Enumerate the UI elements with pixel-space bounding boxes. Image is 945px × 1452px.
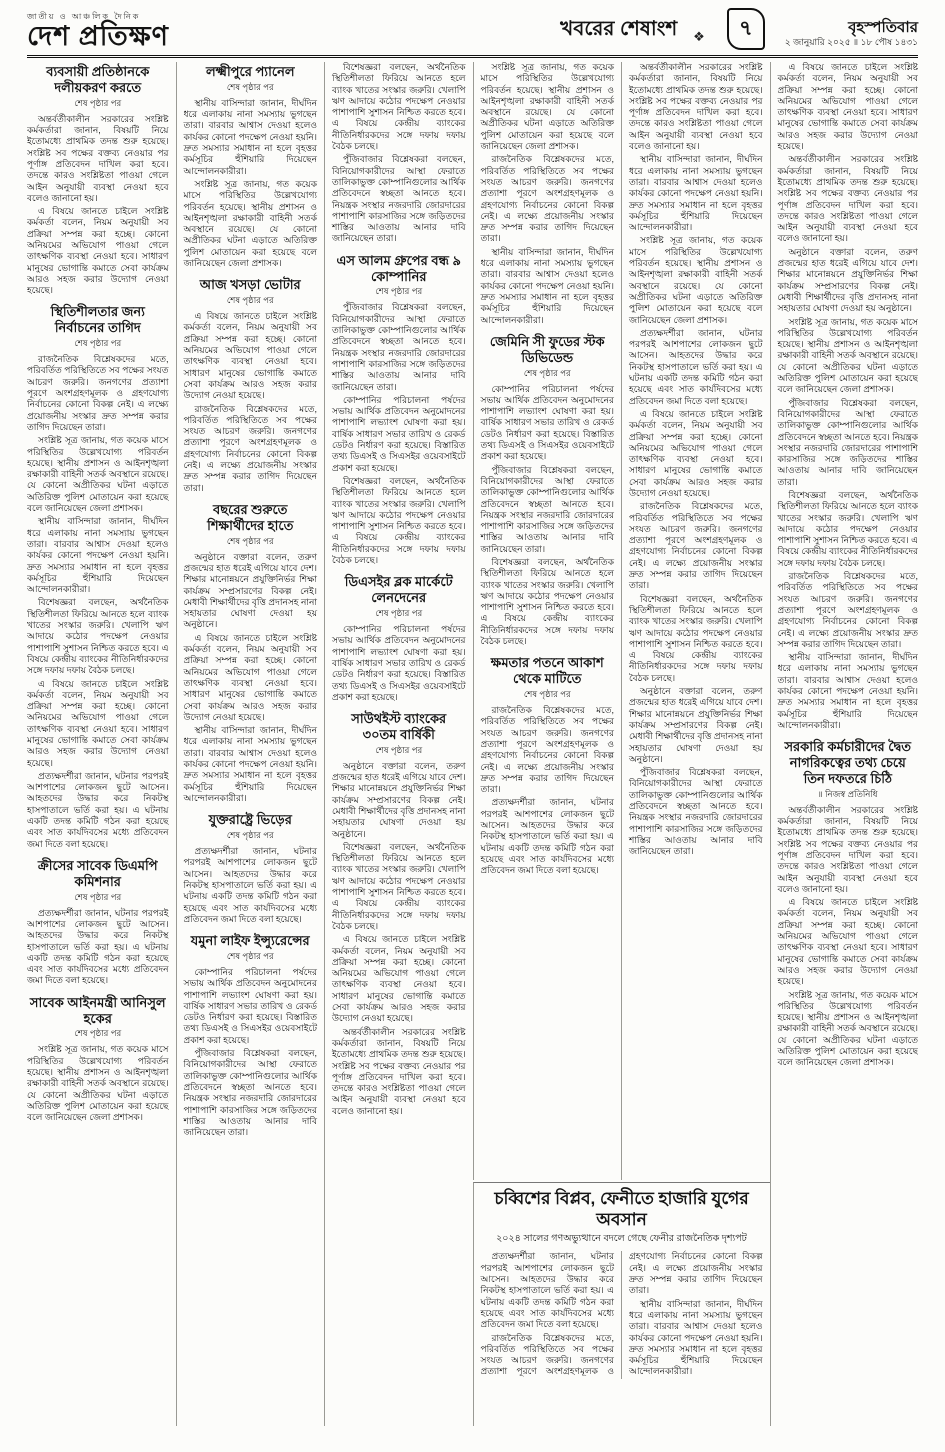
- article-byline: শেষ পৃষ্ঠার পর: [74, 891, 122, 902]
- article-paragraph: রাজনৈতিক বিশ্লেষকদের মতে, পরিবর্তিত পরিস্থিতিতে সব পক্ষের সংযত আচরণ জরুরি। জনগণের প্রত্যাশা পূরণে অংশগ্রহণমূলক ও গ্রহণযোগ্য নির্বাচনের কোনো বিকল্প নেই। এ লক্ষ্যে প্রয়োজনীয় সংস্কার দ্রুত সম্পন্ন করার তাগিদ দিয়েছেন তারা।: [183, 403, 317, 493]
- article-headline: এস আলম গ্রুপের বন্ধ ৯ কোম্পানির: [336, 252, 461, 284]
- article-headline: ডিএসইর ব্লক মার্কেটে লেনদেনের: [344, 574, 453, 606]
- article-byline: শেষ পৃষ্ঠার পর: [74, 338, 122, 349]
- article: [184, 277, 318, 494]
- article: [184, 64, 318, 269]
- article-byline: শেষ পৃষ্ঠার পর: [375, 744, 423, 755]
- article-headline: জেমিনি সী ফুডের স্টক ডিভিডেন্ড: [489, 333, 605, 365]
- article-paragraph: কোম্পানির পরিচালনা পর্ষদের সভায় আর্থিক প্রতিবেদন অনুমোদনের পাশাপাশি লভ্যাংশ ঘোষণা করা হয়। বার্ষিক সাধারণ সভার তারিখ ও রেকর্ড ডেটও নির্ধারণ করা হয়েছে। বিস্তারিত তথ্য ডিএসই ও সিএসইর ওয়েবসাইটে প্রকাশ করা হয়েছে।: [480, 383, 614, 462]
- article-paragraph: বিশেষজ্ঞরা বলছেন, অর্থনৈতিক স্থিতিশীলতা ফিরিয়ে আনতে হলে ব্যাংক খাতের সংস্কার জরুরি। খেলাপি ঋণ আদায়ে কঠোর পদক্ষেপ নেওয়ার পাশাপাশি সুশাসন নিশ্চিত করতে হবে। এ বিষয়ে কেন্দ্রীয় ব্যাংকের নীতিনির্ধারকদের সঙ্গে দফায় দফায় বৈঠক চলছে।: [629, 593, 763, 683]
- article-paragraph: এ বিষয়ে জানতে চাইলে সংশ্লিষ্ট কর্মকর্তা বলেন, নিয়ম অনুযায়ী সব প্রক্রিয়া সম্পন্ন করা হচ্ছে। কোনো অনিয়মের অভিযোগ পাওয়া গেলে তাৎক্ষণিক ব্যবস্থা নেওয়া হবে। সাধারণ মানুষের ভোগান্তি কমাতে সেবা কার্যক্রম আরও সহজ করার উদ্যোগ নেওয়া হয়েছে।: [183, 632, 317, 722]
- article-paragraph: বিশেষজ্ঞরা বলছেন, অর্থনৈতিক স্থিতিশীলতা ফিরিয়ে আনতে হলে ব্যাংক খাতের সংস্কার জরুরি। খেলাপি ঋণ আদায়ে কঠোর পদক্ষেপ নেওয়ার পাশাপাশি সুশাসন নিশ্চিত করতে হবে। এ বিষয়ে কেন্দ্রীয় ব্যাংকের নীতিনির্ধারকদের সঙ্গে দফায় দফায় বৈঠক চলছে।: [332, 62, 466, 152]
- article-paragraph: অন্তর্বর্তীকালীন সরকারের সংশ্লিষ্ট কর্মকর্তারা জানান, বিষয়টি নিয়ে ইতোমধ্যে প্রাথমিক তদন্ত শুরু হয়েছে। সংশ্লিষ্ট সব পক্ষের বক্তব্য নেওয়ার পর পূর্ণাঙ্গ প্রতিবেদন দাখিল করা হবে। তদন্তে কারও সংশ্লিষ্টতা পাওয়া গেলে আইন অনুযায়ী ব্যবস্থা নেওয়া হবে বলেও জানানো হয়।: [27, 113, 169, 203]
- article-byline: শেষ পৃষ্ঠার পর: [523, 689, 571, 700]
- article-paragraph: প্রত্যক্ষদর্শীরা জানান, ঘটনার পরপরই আশপাশের লোকজন ছুটে আসেন। আহতদের উদ্ধার করে নিকটস্থ হাসপাতালে ভর্তি করা হয়। এ ঘটনায় একটি তদন্ত কমিটি গঠন করা হয়েছে এবং সাত কার্যদিবসের মধ্যে প্রতিবেদন জমা দিতে বলা হয়েছে।: [480, 797, 614, 876]
- news-col-3: [324, 62, 473, 1426]
- article: [778, 62, 919, 731]
- article-byline: শেষ পৃষ্ঠার পর: [523, 367, 571, 378]
- article-paragraph: বিশেষজ্ঞরা বলছেন, অর্থনৈতিক স্থিতিশীলতা ফিরিয়ে আনতে হলে ব্যাংক খাতের সংস্কার জরুরি। খেলাপি ঋণ আদায়ে কঠোর পদক্ষেপ নেওয়ার পাশাপাশি সুশাসন নিশ্চিত করতে হবে। এ বিষয়ে কেন্দ্রীয় ব্যাংকের নীতিনির্ধারকদের সঙ্গে দফায় দফায় বৈঠক চলছে।: [332, 841, 466, 931]
- article-byline: শেষ পৃষ্ঠার পর: [74, 1028, 122, 1039]
- article-paragraph: সংশ্লিষ্ট সূত্র জানায়, গত কয়েক মাসে পরিস্থিতির উল্লেখযোগ্য পরিবর্তন হয়েছে। স্থানীয় প্রশাসন ও আইনশৃঙ্খলা রক্ষাকারী বাহিনী সতর্ক অবস্থানে রয়েছে। যে কোনো অপ্রীতিকর ঘটনা এড়াতে অতিরিক্ত পুলিশ মোতায়েন করা হয়েছে বলে জানিয়েছেন জেলা প্রশাসক।: [777, 316, 918, 395]
- article-headline: বছরের শুরুতে শিক্ষার্থীদের হাতে: [207, 501, 294, 533]
- article-headline: যমুনা লাইফ ইন্স্যুরেন্সের: [190, 933, 310, 949]
- article-deck: ২০২৪ সালের গণঅভ্যুত্থানে বদলে গেছে ফেনীর রাজনৈতিক দৃশ্যপট: [496, 1233, 747, 1245]
- article-byline: শেষ পৃষ্ঠার পর: [226, 950, 274, 961]
- article-paragraph: অন্তর্বর্তীকালীন সরকারের সংশ্লিষ্ট কর্মকর্তারা জানান, বিষয়টি নিয়ে ইতোমধ্যে প্রাথমিক তদন্ত শুরু হয়েছে। সংশ্লিষ্ট সব পক্ষের বক্তব্য নেওয়ার পর পূর্ণাঙ্গ প্রতিবেদন দাখিল করা হবে। তদন্তে কারও সংশ্লিষ্টতা পাওয়া গেলে আইন অনুযায়ী ব্যবস্থা নেওয়া হবে বলেও জানানো হয়।: [777, 154, 918, 244]
- article: [481, 62, 615, 326]
- article: [27, 858, 169, 987]
- article-paragraph: প্রত্যক্ষদর্শীরা জানান, ঘটনার পরপরই আশপাশের লোকজন ছুটে আসেন। আহতদের উদ্ধার করে নিকটস্থ হাসপাতালে ভর্তি করা হয়। এ ঘটনায় একটি তদন্ত কমিটি গঠন করা হয়েছে এবং সাত কার্যদিবসের মধ্যে প্রতিবেদন জমা দিতে বলা হয়েছে।: [27, 907, 169, 986]
- article: [629, 62, 763, 857]
- article-paragraph: প্রত্যক্ষদর্শীরা জানান, ঘটনার পরপরই আশপাশের লোকজন ছুটে আসেন। আহতদের উদ্ধার করে নিকটস্থ হাসপাতালে ভর্তি করা হয়। এ ঘটনায় একটি তদন্ত কমিটি গঠন করা হয়েছে এবং সাত কার্যদিবসের মধ্যে প্রতিবেদন জমা দিতে বলা হয়েছে।: [629, 327, 763, 406]
- article: [332, 62, 466, 245]
- article-headline: ব্যবসায়ী প্রতিষ্ঠানকে দলীয়করণ করতে: [46, 64, 150, 95]
- article: [27, 304, 169, 849]
- article-paragraph: অন্তর্বর্তীকালীন সরকারের সংশ্লিষ্ট কর্মকর্তারা জানান, বিষয়টি নিয়ে ইতোমধ্যে প্রাথমিক তদন্ত শুরু হয়েছে। সংশ্লিষ্ট সব পক্ষের বক্তব্য নেওয়ার পর পূর্ণাঙ্গ প্রতিবেদন দাখিল করা হবে। তদন্তে কারও সংশ্লিষ্টতা পাওয়া গেলে আইন অনুযায়ী ব্যবস্থা নেওয়া হবে বলেও জানানো হয়।: [629, 62, 763, 152]
- section-title: খবরের শেষাংশ: [560, 18, 678, 40]
- article-paragraph: অন্তর্বর্তীকালীন সরকারের সংশ্লিষ্ট কর্মকর্তারা জানান, বিষয়টি নিয়ে ইতোমধ্যে প্রাথমিক তদন্ত শুরু হয়েছে। সংশ্লিষ্ট সব পক্ষের বক্তব্য নেওয়ার পর পূর্ণাঙ্গ প্রতিবেদন দাখিল করা হবে। তদন্তে কারও সংশ্লিষ্টতা পাওয়া গেলে আইন অনুযায়ী ব্যবস্থা নেওয়া হবে বলেও জানানো হয়।: [332, 1026, 466, 1116]
- article-byline: শেষ পৃষ্ঠার পর: [375, 286, 423, 297]
- columns-grid: [27, 62, 918, 1430]
- article-headline: লক্ষ্মীপুরে প্যানেল: [205, 64, 295, 79]
- article-paragraph: সংশ্লিষ্ট সূত্র জানায়, গত কয়েক মাসে পরিস্থিতির উল্লেখযোগ্য পরিবর্তন হয়েছে। স্থানীয় প্রশাসন ও আইনশৃঙ্খলা রক্ষাকারী বাহিনী সতর্ক অবস্থানে রয়েছে। যে কোনো অপ্রীতিকর ঘটনা এড়াতে অতিরিক্ত পুলিশ মোতায়েন করা হয়েছে বলে জানিয়েছেন জেলা প্রশাসক।: [629, 235, 763, 325]
- article-headline: চব্বিশের বিপ্লব, ফেনীতে হাজারি যুগের অবসান: [494, 1189, 749, 1229]
- news-col-5: [621, 62, 770, 1180]
- article-paragraph: স্থানীয় বাসিন্দারা জানান, দীর্ঘদিন ধরে এলাকায় নানা সমস্যায় ভুগছেন তারা। বারবার আশ্বাস দেওয়া হলেও কার্যকর কোনো পদক্ষেপ নেওয়া হয়নি। দ্রুত সমস্যার সমাধান না হলে বৃহত্তর কর্মসূচির হুঁশিয়ারি দিয়েছেন আন্দোলনকারীরা।: [777, 652, 918, 730]
- article-headline: ক্রীসের সাবেক ডিএমপি কমিশনার: [37, 857, 158, 889]
- article-body: [481, 1251, 763, 1378]
- article-paragraph: এ বিষয়ে জানতে চাইলে সংশ্লিষ্ট কর্মকর্তা বলেন, নিয়ম অনুযায়ী সব প্রক্রিয়া সম্পন্ন করা হচ্ছে। কোনো অনিয়মের অভিযোগ পাওয়া গেলে তাৎক্ষণিক ব্যবস্থা নেওয়া হবে। সাধারণ মানুষের ভোগান্তি কমাতে সেবা কার্যক্রম আরও সহজ করার উদ্যোগ নেওয়া হয়েছে।: [629, 408, 763, 498]
- article-paragraph: স্থানীয় বাসিন্দারা জানান, দীর্ঘদিন ধরে এলাকায় নানা সমস্যায় ভুগছেন তারা। বারবার আশ্বাস দেওয়া হলেও কার্যকর কোনো পদক্ষেপ নেওয়া হয়নি। দ্রুত সমস্যার সমাধান না হলে বৃহত্তর কর্মসূচির হুঁশিয়ারি দিয়েছেন আন্দোলনকারীরা।: [629, 1298, 763, 1377]
- article-headline: যুক্তরাষ্ট্রে ভিড়ের: [208, 812, 292, 828]
- article-paragraph: সংশ্লিষ্ট সূত্র জানায়, গত কয়েক মাসে পরিস্থিতির উল্লেখযোগ্য পরিবর্তন হয়েছে। স্থানীয় প্রশাসন ও আইনশৃঙ্খলা রক্ষাকারী বাহিনী সতর্ক অবস্থানে রয়েছে। যে কোনো অপ্রীতিকর ঘটনা এড়াতে অতিরিক্ত পুলিশ মোতায়েন করা হয়েছে বলে জানিয়েছেন জেলা প্রশাসক।: [27, 435, 169, 514]
- article: [481, 334, 615, 648]
- article-paragraph: প্রত্যক্ষদর্শীরা জানান, ঘটনার পরপরই আশপাশের লোকজন ছুটে আসেন। আহতদের উদ্ধার করে নিকটস্থ হাসপাতালে ভর্তি করা হয়। এ ঘটনায় একটি তদন্ত কমিটি গঠন করা হয়েছে এবং সাত কার্যদিবসের মধ্যে প্রতিবেদন জমা দিতে বলা হয়েছে।: [27, 770, 169, 849]
- article-headline: স্থিতিশীলতার জন্য নির্বাচনের তাগিদ: [50, 304, 145, 336]
- article: [481, 655, 615, 876]
- article-paragraph: এ বিষয়ে জানতে চাইলে সংশ্লিষ্ট কর্মকর্তা বলেন, নিয়ম অনুযায়ী সব প্রক্রিয়া সম্পন্ন করা হচ্ছে। কোনো অনিয়মের অভিযোগ পাওয়া গেলে তাৎক্ষণিক ব্যবস্থা নেওয়া হবে। সাধারণ মানুষের ভোগান্তি কমাতে সেবা কার্যক্রম আরও সহজ করার উদ্যোগ নেওয়া হয়েছে।: [777, 897, 918, 987]
- article-paragraph: পুঁজিবাজার বিশ্লেষকরা বলছেন, বিনিয়োগকারীদের আস্থা ফেরাতে তালিকাভুক্ত কোম্পানিগুলোর আর্থিক প্রতিবেদনে স্বচ্ছতা আনতে হবে। নিয়ন্ত্রক সংস্থার নজরদারি জোরদারের পাশাপাশি কারসাজির সঙ্গে জড়িতদের শাস্তির আওতায় আনার দাবি জানিয়েছেন তারা।: [480, 464, 614, 554]
- news-col-1: [27, 62, 176, 1426]
- article-paragraph: এ বিষয়ে জানতে চাইলে সংশ্লিষ্ট কর্মকর্তা বলেন, নিয়ম অনুযায়ী সব প্রক্রিয়া সম্পন্ন করা হচ্ছে। কোনো অনিয়মের অভিযোগ পাওয়া গেলে তাৎক্ষণিক ব্যবস্থা নেওয়া হবে। সাধারণ মানুষের ভোগান্তি কমাতে সেবা কার্যক্রম আরও সহজ করার উদ্যোগ নেওয়া হয়েছে।: [27, 206, 169, 296]
- article-paragraph: অনুষ্ঠানে বক্তারা বলেন, তরুণ প্রজন্মের হাত ধরেই এগিয়ে যাবে দেশ। শিক্ষার মানোন্নয়নে প্রযুক্তিনির্ভর শিক্ষা কার্যক্রম সম্প্রসারণের বিকল্প নেই। মেধাবী শিক্ষার্থীদের বৃত্তি প্রদানসহ নানা সহায়তার ঘোষণা দেওয়া হয় অনুষ্ঠানে।: [629, 686, 763, 764]
- date-block: [785, 19, 918, 50]
- page-number-badge: [727, 8, 765, 50]
- article-paragraph: স্থানীয় বাসিন্দারা জানান, দীর্ঘদিন ধরে এলাকায় নানা সমস্যায় ভুগছেন তারা। বারবার আশ্বাস দেওয়া হলেও কার্যকর কোনো পদক্ষেপ নেওয়া হয়নি। দ্রুত সমস্যার সমাধান না হলে বৃহত্তর কর্মসূচির হুঁশিয়ারি দিয়েছেন আন্দোলনকারীরা।: [27, 516, 169, 595]
- article-paragraph: স্থানীয় বাসিন্দারা জানান, দীর্ঘদিন ধরে এলাকায় নানা সমস্যায় ভুগছেন তারা। বারবার আশ্বাস দেওয়া হলেও কার্যকর কোনো পদক্ষেপ নেওয়া হয়নি। দ্রুত সমস্যার সমাধান না হলে বৃহত্তর কর্মসূচির হুঁশিয়ারি দিয়েছেন আন্দোলনকারীরা।: [183, 725, 317, 803]
- article-paragraph: কোম্পানির পরিচালনা পর্ষদের সভায় আর্থিক প্রতিবেদন অনুমোদনের পাশাপাশি লভ্যাংশ ঘোষণা করা হয়। বার্ষিক সাধারণ সভার তারিখ ও রেকর্ড ডেটও নির্ধারণ করা হয়েছে। বিস্তারিত তথ্য ডিএসই ও সিএসইর ওয়েবসাইটে প্রকাশ করা হয়েছে।: [332, 394, 466, 473]
- article-paragraph: প্রত্যক্ষদর্শীরা জানান, ঘটনার পরপরই আশপাশের লোকজন ছুটে আসেন। আহতদের উদ্ধার করে নিকটস্থ হাসপাতালে ভর্তি করা হয়। এ ঘটনায় একটি তদন্ত কমিটি গঠন করা হয়েছে এবং সাত কার্যদিবসের মধ্যে প্রতিবেদন জমা দিতে বলা হয়েছে।: [480, 1251, 614, 1330]
- article-paragraph: রাজনৈতিক বিশ্লেষকদের মতে, পরিবর্তিত পরিস্থিতিতে সব পক্ষের সংযত আচরণ জরুরি। জনগণের প্রত্যাশা পূরণে অংশগ্রহণমূলক ও গ্রহণযোগ্য নির্বাচনের কোনো বিকল্প নেই। এ লক্ষ্যে প্রয়োজনীয় সংস্কার দ্রুত সম্পন্ন করার তাগিদ দিয়েছেন তারা।: [629, 501, 763, 591]
- article-paragraph: বিশেষজ্ঞরা বলছেন, অর্থনৈতিক স্থিতিশীলতা ফিরিয়ে আনতে হলে ব্যাংক খাতের সংস্কার জরুরি। খেলাপি ঋণ আদায়ে কঠোর পদক্ষেপ নেওয়ার পাশাপাশি সুশাসন নিশ্চিত করতে হবে। এ বিষয়ে কেন্দ্রীয় ব্যাংকের নীতিনির্ধারকদের সঙ্গে দফায় দফায় বৈঠক চলছে।: [332, 475, 466, 565]
- article-byline: শেষ পৃষ্ঠার পর: [375, 608, 423, 619]
- article-paragraph: স্থানীয় বাসিন্দারা জানান, দীর্ঘদিন ধরে এলাকায় নানা সমস্যায় ভুগছেন তারা। বারবার আশ্বাস দেওয়া হলেও কার্যকর কোনো পদক্ষেপ নেওয়া হয়নি। দ্রুত সমস্যার সমাধান না হলে বৃহত্তর কর্মসূচির হুঁশিয়ারি দিয়েছেন আন্দোলনকারীরা।: [629, 154, 763, 233]
- span-article: [473, 1182, 770, 1426]
- article-paragraph: স্থানীয় বাসিন্দারা জানান, দীর্ঘদিন ধরে এলাকায় নানা সমস্যায় ভুগছেন তারা। বারবার আশ্বাস দেওয়া হলেও কার্যকর কোনো পদক্ষেপ নেওয়া হয়নি। দ্রুত সমস্যার সমাধান না হলে বৃহত্তর কর্মসূচির হুঁশিয়ারি দিয়েছেন আন্দোলনকারীরা।: [183, 97, 317, 176]
- article-paragraph: এ বিষয়ে জানতে চাইলে সংশ্লিষ্ট কর্মকর্তা বলেন, নিয়ম অনুযায়ী সব প্রক্রিয়া সম্পন্ন করা হচ্ছে। কোনো অনিয়মের অভিযোগ পাওয়া গেলে তাৎক্ষণিক ব্যবস্থা নেওয়া হবে। সাধারণ মানুষের ভোগান্তি কমাতে সেবা কার্যক্রম আরও সহজ করার উদ্যোগ নেওয়া হয়েছে।: [183, 311, 317, 401]
- article-paragraph: রাজনৈতিক বিশ্লেষকদের মতে, পরিবর্তিত পরিস্থিতিতে সব পক্ষের সংযত আচরণ জরুরি। জনগণের প্রত্যাশা পূরণে অংশগ্রহণমূলক ও গ্রহণযোগ্য নির্বাচনের কোনো বিকল্প নেই। এ লক্ষ্যে প্রয়োজনীয় সংস্কার দ্রুত সম্পন্ন করার তাগিদ দিয়েছেন তারা।: [27, 354, 169, 432]
- article: [27, 995, 169, 1124]
- article-byline: শেষ পৃষ্ঠার পর: [226, 81, 274, 92]
- article-byline: শেষ পৃষ্ঠার পর: [226, 295, 274, 306]
- article-byline: শেষ পৃষ্ঠার পর: [226, 535, 274, 546]
- article: [184, 933, 318, 1138]
- masthead: [27, 8, 918, 58]
- article-paragraph: পুঁজিবাজার বিশ্লেষকরা বলছেন, বিনিয়োগকারীদের আস্থা ফেরাতে তালিকাভুক্ত কোম্পানিগুলোর আর্থিক প্রতিবেদনে স্বচ্ছতা আনতে হবে। নিয়ন্ত্রক সংস্থার নজরদারি জোরদারের পাশাপাশি কারসাজির সঙ্গে জড়িতদের শাস্তির আওতায় আনার দাবি জানিয়েছেন তারা।: [332, 302, 466, 392]
- article-paragraph: বিশেষজ্ঞরা বলছেন, অর্থনৈতিক স্থিতিশীলতা ফিরিয়ে আনতে হলে ব্যাংক খাতের সংস্কার জরুরি। খেলাপি ঋণ আদায়ে কঠোর পদক্ষেপ নেওয়ার পাশাপাশি সুশাসন নিশ্চিত করতে হবে। এ বিষয়ে কেন্দ্রীয় ব্যাংকের নীতিনির্ধারকদের সঙ্গে দফায় দফায় বৈঠক চলছে।: [480, 557, 614, 647]
- article-paragraph: রাজনৈতিক বিশ্লেষকদের মতে, পরিবর্তিত পরিস্থিতিতে সব পক্ষের সংযত আচরণ জরুরি। জনগণের প্রত্যাশা পূরণে অংশগ্রহণমূলক ও গ্রহণযোগ্য নির্বাচনের কোনো বিকল্প নেই। এ লক্ষ্যে প্রয়োজনীয় সংস্কার দ্রুত সম্পন্ন করার তাগিদ দিয়েছেন তারা।: [777, 571, 918, 649]
- article: [184, 812, 318, 925]
- brand: [27, 13, 169, 50]
- article-paragraph: এ বিষয়ে জানতে চাইলে সংশ্লিষ্ট কর্মকর্তা বলেন, নিয়ম অনুযায়ী সব প্রক্রিয়া সম্পন্ন করা হচ্ছে। কোনো অনিয়মের অভিযোগ পাওয়া গেলে তাৎক্ষণিক ব্যবস্থা নেওয়া হবে। সাধারণ মানুষের ভোগান্তি কমাতে সেবা কার্যক্রম আরও সহজ করার উদ্যোগ নেওয়া হয়েছে।: [777, 62, 918, 152]
- article-paragraph: অনুষ্ঠানে বক্তারা বলেন, তরুণ প্রজন্মের হাত ধরেই এগিয়ে যাবে দেশ। শিক্ষার মানোন্নয়নে প্রযুক্তিনির্ভর শিক্ষা কার্যক্রম সম্প্রসারণের বিকল্প নেই। মেধাবী শিক্ষার্থীদের বৃত্তি প্রদানসহ নানা সহায়তার ঘোষণা দেওয়া হয় অনুষ্ঠানে।: [777, 246, 918, 314]
- article: [778, 739, 919, 1068]
- article-paragraph: কোম্পানির পরিচালনা পর্ষদের সভায় আর্থিক প্রতিবেদন অনুমোদনের পাশাপাশি লভ্যাংশ ঘোষণা করা হয়। বার্ষিক সাধারণ সভার তারিখ ও রেকর্ড ডেটও নির্ধারণ করা হয়েছে। বিস্তারিত তথ্য ডিএসই ও সিএসইর ওয়েবসাইটে প্রকাশ করা হয়েছে।: [183, 966, 317, 1045]
- date-line: ২ জানুয়ারি ২০২৫ ॥ ১৮ পৌষ ১৪৩১: [784, 37, 918, 48]
- article-headline: আজ খসড়া ভোটার: [199, 277, 301, 293]
- news-col-6: [770, 62, 919, 1426]
- article: [27, 64, 169, 296]
- article-headline: সাবেক আইনমন্ত্রী আনিসুল হকের: [29, 994, 166, 1026]
- article-paragraph: পুঁজিবাজার বিশ্লেষকরা বলছেন, বিনিয়োগকারীদের আস্থা ফেরাতে তালিকাভুক্ত কোম্পানিগুলোর আর্থিক প্রতিবেদনে স্বচ্ছতা আনতে হবে। নিয়ন্ত্রক সংস্থার নজরদারি জোরদারের পাশাপাশি কারসাজির সঙ্গে জড়িতদের শাস্তির আওতায় আনার দাবি জানিয়েছেন তারা।: [183, 1048, 317, 1138]
- news-col-4: [473, 62, 622, 1180]
- article-paragraph: পুঁজিবাজার বিশ্লেষকরা বলছেন, বিনিয়োগকারীদের আস্থা ফেরাতে তালিকাভুক্ত কোম্পানিগুলোর আর্থিক প্রতিবেদনে স্বচ্ছতা আনতে হবে। নিয়ন্ত্রক সংস্থার নজরদারি জোরদারের পাশাপাশি কারসাজির সঙ্গে জড়িতদের শাস্তির আওতায় আনার দাবি জানিয়েছেন তারা।: [332, 154, 466, 244]
- article-paragraph: রাজনৈতিক বিশ্লেষকদের মতে, পরিবর্তিত পরিস্থিতিতে সব পক্ষের সংযত আচরণ জরুরি। জনগণের প্রত্যাশা পূরণে অংশগ্রহণমূলক ও গ্রহণযোগ্য নির্বাচনের কোনো বিকল্প নেই। এ লক্ষ্যে প্রয়োজনীয় সংস্কার দ্রুত সম্পন্ন করার তাগিদ দিয়েছেন তারা।: [480, 154, 614, 244]
- article-headline: সাউথইস্ট ব্যাংকের ৩০তম বার্ষিকী: [351, 711, 447, 742]
- article-byline: ॥ নিজস্ব প্রতিনিধি: [817, 788, 878, 799]
- article: [184, 502, 318, 804]
- article-paragraph: পুঁজিবাজার বিশ্লেষকরা বলছেন, বিনিয়োগকারীদের আস্থা ফেরাতে তালিকাভুক্ত কোম্পানিগুলোর আর্থিক প্রতিবেদনে স্বচ্ছতা আনতে হবে। নিয়ন্ত্রক সংস্থার নজরদারি জোরদারের পাশাপাশি কারসাজির সঙ্গে জড়িতদের শাস্তির আওতায় আনার দাবি জানিয়েছেন তারা।: [629, 767, 763, 857]
- article-paragraph: সংশ্লিষ্ট সূত্র জানায়, গত কয়েক মাসে পরিস্থিতির উল্লেখযোগ্য পরিবর্তন হয়েছে। স্থানীয় প্রশাসন ও আইনশৃঙ্খলা রক্ষাকারী বাহিনী সতর্ক অবস্থানে রয়েছে। যে কোনো অপ্রীতিকর ঘটনা এড়াতে অতিরিক্ত পুলিশ মোতায়েন করা হয়েছে বলে জানিয়েছেন জেলা প্রশাসক।: [480, 62, 614, 152]
- article-paragraph: অনুষ্ঠানে বক্তারা বলেন, তরুণ প্রজন্মের হাত ধরেই এগিয়ে যাবে দেশ। শিক্ষার মানোন্নয়নে প্রযুক্তিনির্ভর শিক্ষা কার্যক্রম সম্প্রসারণের বিকল্প নেই। মেধাবী শিক্ষার্থীদের বৃত্তি প্রদানসহ নানা সহায়তার ঘোষণা দেওয়া হয় অনুষ্ঠানে।: [183, 551, 317, 630]
- article: [332, 253, 466, 567]
- article: [332, 711, 466, 1117]
- ornament-icon: ❖: [693, 29, 705, 44]
- article-paragraph: এ বিষয়ে জানতে চাইলে সংশ্লিষ্ট কর্মকর্তা বলেন, নিয়ম অনুযায়ী সব প্রক্রিয়া সম্পন্ন করা হচ্ছে। কোনো অনিয়মের অভিযোগ পাওয়া গেলে তাৎক্ষণিক ব্যবস্থা নেওয়া হবে। সাধারণ মানুষের ভোগান্তি কমাতে সেবা কার্যক্রম আরও সহজ করার উদ্যোগ নেওয়া হয়েছে।: [332, 934, 466, 1024]
- article-paragraph: প্রত্যক্ষদর্শীরা জানান, ঘটনার পরপরই আশপাশের লোকজন ছুটে আসেন। আহতদের উদ্ধার করে নিকটস্থ হাসপাতালে ভর্তি করা হয়। এ ঘটনায় একটি তদন্ত কমিটি গঠন করা হয়েছে এবং সাত কার্যদিবসের মধ্যে প্রতিবেদন জমা দিতে বলা হয়েছে।: [183, 846, 317, 924]
- article-paragraph: সংশ্লিষ্ট সূত্র জানায়, গত কয়েক মাসে পরিস্থিতির উল্লেখযোগ্য পরিবর্তন হয়েছে। স্থানীয় প্রশাসন ও আইনশৃঙ্খলা রক্ষাকারী বাহিনী সতর্ক অবস্থানে রয়েছে। যে কোনো অপ্রীতিকর ঘটনা এড়াতে অতিরিক্ত পুলিশ মোতায়েন করা হয়েছে বলে জানিয়েছেন জেলা প্রশাসক।: [27, 1044, 169, 1123]
- article: [332, 574, 466, 703]
- article-paragraph: স্থানীয় বাসিন্দারা জানান, দীর্ঘদিন ধরে এলাকায় নানা সমস্যায় ভুগছেন তারা। বারবার আশ্বাস দেওয়া হলেও কার্যকর কোনো পদক্ষেপ নেওয়া হয়নি। দ্রুত সমস্যার সমাধান না হলে বৃহত্তর কর্মসূচির হুঁশিয়ারি দিয়েছেন আন্দোলনকারীরা।: [480, 246, 614, 325]
- article-paragraph: সংশ্লিষ্ট সূত্র জানায়, গত কয়েক মাসে পরিস্থিতির উল্লেখযোগ্য পরিবর্তন হয়েছে। স্থানীয় প্রশাসন ও আইনশৃঙ্খলা রক্ষাকারী বাহিনী সতর্ক অবস্থানে রয়েছে। যে কোনো অপ্রীতিকর ঘটনা এড়াতে অতিরিক্ত পুলিশ মোতায়েন করা হয়েছে বলে জানিয়েছেন জেলা প্রশাসক।: [777, 989, 918, 1068]
- article-paragraph: কোম্পানির পরিচালনা পর্ষদের সভায় আর্থিক প্রতিবেদন অনুমোদনের পাশাপাশি লভ্যাংশ ঘোষণা করা হয়। বার্ষিক সাধারণ সভার তারিখ ও রেকর্ড ডেটও নির্ধারণ করা হয়েছে। বিস্তারিত তথ্য ডিএসই ও সিএসইর ওয়েবসাইটে প্রকাশ করা হয়েছে।: [332, 624, 466, 702]
- article-paragraph: অন্তর্বর্তীকালীন সরকারের সংশ্লিষ্ট কর্মকর্তারা জানান, বিষয়টি নিয়ে ইতোমধ্যে প্রাথমিক তদন্ত শুরু হয়েছে। সংশ্লিষ্ট সব পক্ষের বক্তব্য নেওয়ার পর পূর্ণাঙ্গ প্রতিবেদন দাখিল করা হবে। তদন্তে কারও সংশ্লিষ্টতা পাওয়া গেলে আইন অনুযায়ী ব্যবস্থা নেওয়া হবে বলেও জানানো হয়।: [777, 804, 918, 894]
- weekday-label: বৃহস্পতিবার: [848, 19, 918, 37]
- article-headline: ক্ষমতার পতনে আকাশ থেকে মাটিতে: [490, 655, 604, 687]
- article-byline: শেষ পৃষ্ঠার পর: [74, 97, 122, 108]
- page-number-value: ৭: [739, 16, 753, 40]
- article-byline: শেষ পৃষ্ঠার পর: [226, 830, 274, 841]
- article-paragraph: বিশেষজ্ঞরা বলছেন, অর্থনৈতিক স্থিতিশীলতা ফিরিয়ে আনতে হলে ব্যাংক খাতের সংস্কার জরুরি। খেলাপি ঋণ আদায়ে কঠোর পদক্ষেপ নেওয়ার পাশাপাশি সুশাসন নিশ্চিত করতে হবে। এ বিষয়ে কেন্দ্রীয় ব্যাংকের নীতিনির্ধারকদের সঙ্গে দফায় দফায় বৈঠক চলছে।: [777, 489, 918, 568]
- article-paragraph: বিশেষজ্ঞরা বলছেন, অর্থনৈতিক স্থিতিশীলতা ফিরিয়ে আনতে হলে ব্যাংক খাতের সংস্কার জরুরি। খেলাপি ঋণ আদায়ে কঠোর পদক্ষেপ নেওয়ার পাশাপাশি সুশাসন নিশ্চিত করতে হবে। এ বিষয়ে কেন্দ্রীয় ব্যাংকের নীতিনির্ধারকদের সঙ্গে দফায় দফায় বৈঠক চলছে।: [27, 597, 169, 676]
- article-paragraph: সংশ্লিষ্ট সূত্র জানায়, গত কয়েক মাসে পরিস্থিতির উল্লেখযোগ্য পরিবর্তন হয়েছে। স্থানীয় প্রশাসন ও আইনশৃঙ্খলা রক্ষাকারী বাহিনী সতর্ক অবস্থানে রয়েছে। যে কোনো অপ্রীতিকর ঘটনা এড়াতে অতিরিক্ত পুলিশ মোতায়েন করা হয়েছে বলে জানিয়েছেন জেলা প্রশাসক।: [183, 178, 317, 269]
- article-paragraph: এ বিষয়ে জানতে চাইলে সংশ্লিষ্ট কর্মকর্তা বলেন, নিয়ম অনুযায়ী সব প্রক্রিয়া সম্পন্ন করা হচ্ছে। কোনো অনিয়মের অভিযোগ পাওয়া গেলে তাৎক্ষণিক ব্যবস্থা নেওয়া হবে। সাধারণ মানুষের ভোগান্তি কমাতে সেবা কার্যক্রম আরও সহজ করার উদ্যোগ নেওয়া হয়েছে।: [27, 678, 169, 768]
- article-paragraph: অনুষ্ঠানে বক্তারা বলেন, তরুণ প্রজন্মের হাত ধরেই এগিয়ে যাবে দেশ। শিক্ষার মানোন্নয়নে প্রযুক্তিনির্ভর শিক্ষা কার্যক্রম সম্প্রসারণের বিকল্প নেই। মেধাবী শিক্ষার্থীদের বৃত্তি প্রদানসহ নানা সহায়তার ঘোষণা দেওয়া হয় অনুষ্ঠানে।: [332, 760, 466, 839]
- brand-tagline: জাতীয় ও আঞ্চলিক দৈনিক: [27, 12, 141, 21]
- article-paragraph: রাজনৈতিক বিশ্লেষকদের মতে, পরিবর্তিত পরিস্থিতিতে সব পক্ষের সংযত আচরণ জরুরি। জনগণের প্রত্যাশা পূরণে অংশগ্রহণমূলক ও গ্রহণযোগ্য নির্বাচনের কোনো বিকল্প নেই। এ লক্ষ্যে প্রয়োজনীয় সংস্কার দ্রুত সম্পন্ন করার তাগিদ দিয়েছেন তারা।: [480, 705, 614, 795]
- article-paragraph: পুঁজিবাজার বিশ্লেষকরা বলছেন, বিনিয়োগকারীদের আস্থা ফেরাতে তালিকাভুক্ত কোম্পানিগুলোর আর্থিক প্রতিবেদনে স্বচ্ছতা আনতে হবে। নিয়ন্ত্রক সংস্থার নজরদারি জোরদারের পাশাপাশি কারসাজির সঙ্গে জড়িতদের শাস্তির আওতায় আনার দাবি জানিয়েছেন তারা।: [777, 397, 918, 487]
- article-paragraph: রাজনৈতিক বিশ্লেষকদের মতে, পরিবর্তিত পরিস্থিতিতে সব পক্ষের সংযত আচরণ জরুরি। জনগণের প্রত্যাশা পূরণে অংশগ্রহণমূলক ও গ্রহণযোগ্য নির্বাচনের কোনো বিকল্প নেই। এ লক্ষ্যে প্রয়োজনীয় সংস্কার দ্রুত সম্পন্ন করার তাগিদ দিয়েছেন তারা।: [480, 1251, 763, 1377]
- paper-name: দেশ প্রতিক্ষণ: [27, 21, 169, 51]
- article-headline: সরকারি কর্মচারীদের দ্বৈত নাগরিকত্বের তথ্য চেয়ে তিন দফতরে চিঠি: [784, 739, 912, 786]
- news-col-2: [176, 62, 325, 1426]
- article: [481, 1189, 763, 1379]
